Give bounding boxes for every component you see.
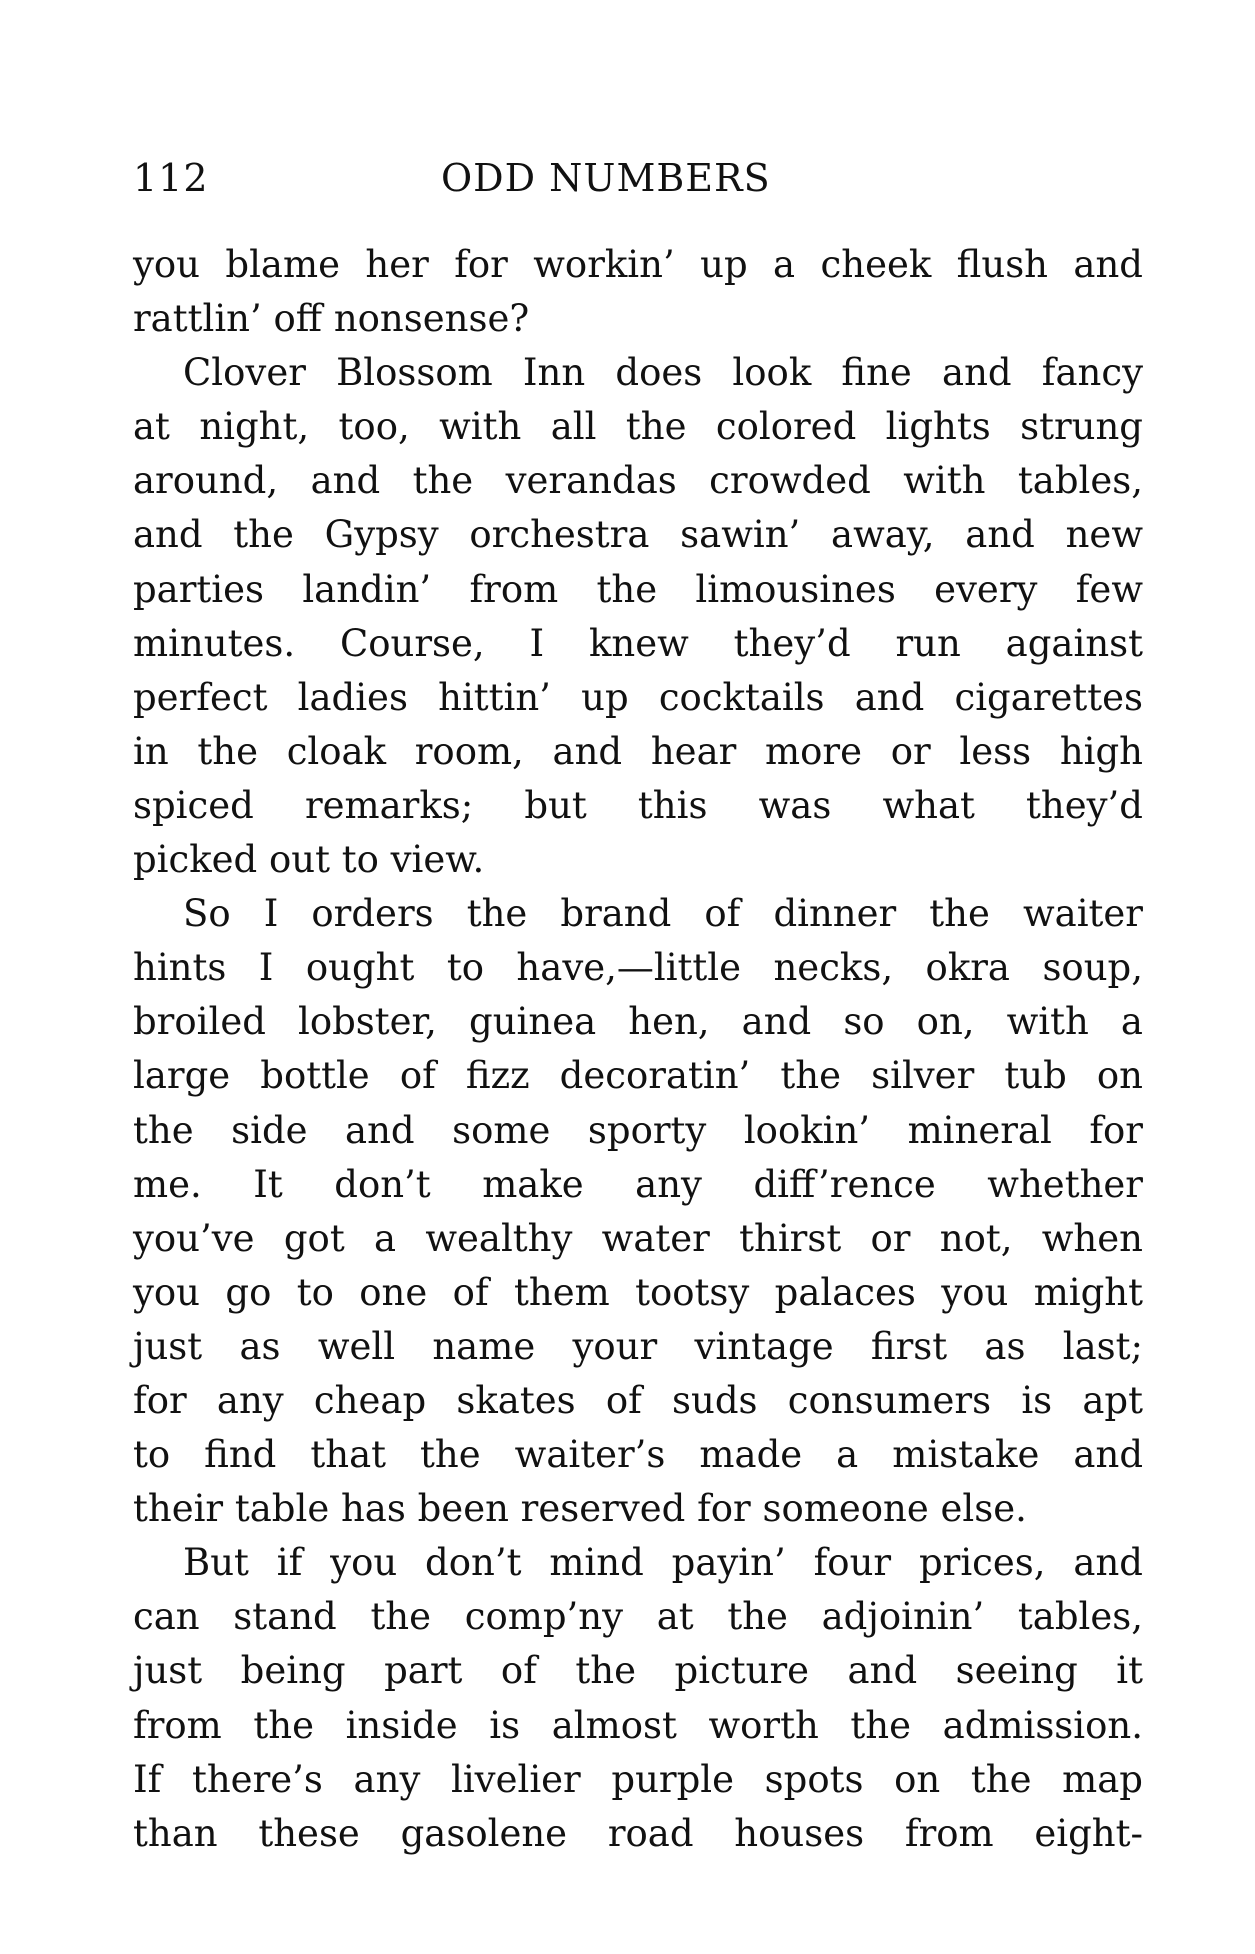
text-line: me. It don’t make any diff’rence whether xyxy=(133,1162,1143,1206)
text-line: their table has been reserved for someone else. xyxy=(133,1487,1027,1531)
text-line: to find that the waiter’s made a mistake and xyxy=(133,1433,1143,1477)
text-line: perfect ladies hittin’ up cocktails and cigarettes xyxy=(133,675,1143,719)
page-header xyxy=(133,156,1143,208)
text-line: from the inside is almost worth the admission. xyxy=(133,1703,1143,1747)
text-line: hints I ought to have,—little necks, okra soup, xyxy=(133,946,1143,990)
text-line: the side and some sporty lookin’ mineral for xyxy=(133,1108,1143,1152)
text-line: large bottle of fizz decoratin’ the silver tub on xyxy=(133,1054,1143,1098)
text-line: picked out to view. xyxy=(133,838,485,882)
text-line: in the cloak room, and hear more or less high xyxy=(133,729,1143,773)
text-line: and the Gypsy orchestra sawin’ away, and new xyxy=(133,513,1143,557)
text-line: But if you don’t mind payin’ four prices, and xyxy=(183,1541,1143,1585)
page-number: 112 xyxy=(133,156,209,200)
body-text xyxy=(133,238,1143,1861)
text-line: at night, too, with all the colored lights strung xyxy=(133,405,1143,449)
text-line: broiled lobster, guinea hen, and so on, with a xyxy=(133,1000,1143,1044)
text-line: minutes. Course, I knew they’d run against xyxy=(133,621,1143,665)
text-line: you’ve got a wealthy water thirst or not, when xyxy=(133,1216,1143,1260)
text-line: just being part of the picture and seeing it xyxy=(133,1649,1143,1693)
text-line: you go to one of them tootsy palaces you might xyxy=(133,1270,1143,1314)
text-line: If there’s any livelier purple spots on the map xyxy=(133,1757,1143,1801)
text-line: spiced remarks; but this was what they’d xyxy=(133,783,1143,827)
text-line: parties landin’ from the limousines every few xyxy=(133,567,1143,611)
text-line: you blame her for workin’ up a cheek flush and xyxy=(133,243,1143,286)
text-line: just as well name your vintage first as last; xyxy=(133,1324,1143,1368)
text-line: for any cheap skates of suds consumers is apt xyxy=(133,1378,1143,1422)
running-title: ODD NUMBERS xyxy=(441,156,771,200)
text-line: So I orders the brand of dinner the waiter xyxy=(183,892,1143,936)
text-line: can stand the comp’ny at the adjoinin’ tables, xyxy=(133,1595,1143,1639)
text-line: around, and the verandas crowded with tables, xyxy=(133,459,1143,503)
text-line: rattlin’ off nonsense? xyxy=(133,297,530,341)
text-line: Clover Blossom Inn does look fine and fancy xyxy=(183,351,1143,395)
text-line: than these gasolene road houses from eight- xyxy=(133,1811,1143,1855)
